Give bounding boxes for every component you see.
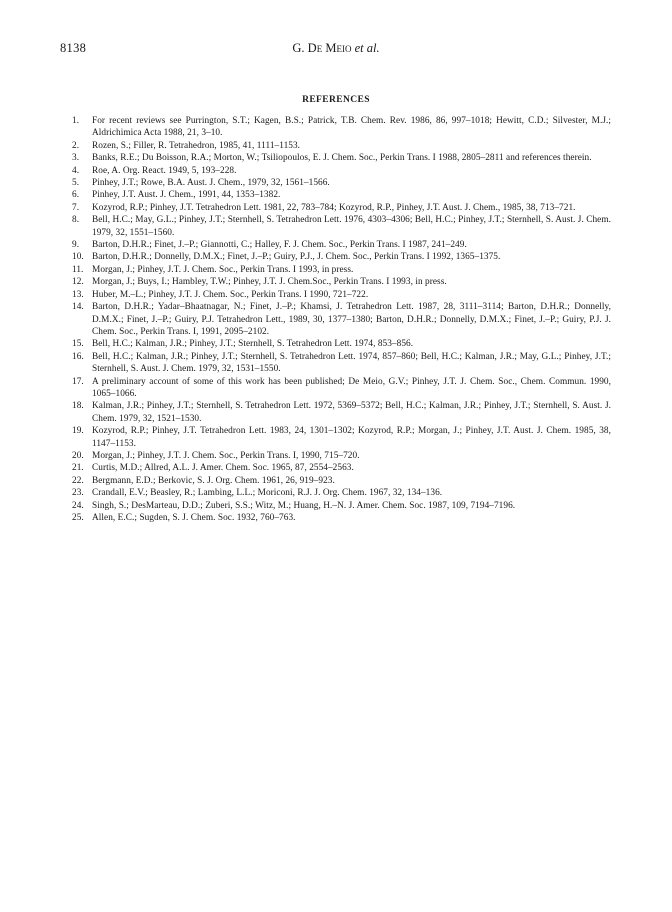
reference-text: A preliminary account of some of this work has been published; De Meio, G.V.; Pinhey, J.T. J. Chem. Soc., Chem. Commun. 1990, 1065–1066. bbox=[92, 376, 611, 399]
page-number: 8138 bbox=[60, 41, 87, 55]
reference-item bbox=[60, 152, 611, 164]
reference-item bbox=[60, 425, 611, 450]
reference-item bbox=[60, 140, 611, 152]
reference-number: 16. bbox=[72, 351, 84, 362]
reference-number: 21. bbox=[72, 463, 84, 474]
reference-text: Pinhey, J.T.; Rowe, B.A. Aust. J. Chem., 1979, 32, 1561–1566. bbox=[92, 178, 330, 189]
reference-item bbox=[60, 202, 611, 214]
reference-text: Bell, H.C.; Kalman, J.R.; Pinhey, J.T.; Sternhell, S. Tetrahedron Lett. 1974, 857–860; Bell, H.C.; Kalman, J.R.; May, G.L.; Pinhey, J.T.; Sternhell, S. Aust. J. Chem. 1979, 32, 1531–1550. bbox=[92, 351, 611, 375]
reference-text: Singh, S.; DesMarteau, D.D.; Zuberi, S.S.; Witz, M.; Huang, H.–N. J. Amer. Chem. Soc. 1987, 109, 7194–7196. bbox=[92, 500, 516, 511]
reference-text: Kozyrod, R.P.; Pinhey, J.T. Tetrahedron Lett. 1981, 22, 783–784; Kozyrod, R.P., Pinhey, J.T. Aust. J. Chem., 1985, 38, 713–721. bbox=[92, 202, 576, 213]
reference-number: 1. bbox=[72, 116, 80, 126]
reference-number: 23. bbox=[72, 488, 84, 499]
reference-item bbox=[60, 214, 611, 239]
running-head-etal: et al. bbox=[351, 41, 380, 55]
reference-item bbox=[60, 177, 611, 189]
reference-number: 13. bbox=[72, 289, 84, 300]
reference-text: Pinhey, J.T. Aust. J. Chem., 1991, 44, 1353–1382. bbox=[92, 190, 281, 201]
reference-text: Huber, M.–L.; Pinhey, J.T. J. Chem. Soc., Perkin Trans. I 1990, 721–722. bbox=[92, 289, 369, 300]
reference-number: 14. bbox=[72, 302, 84, 313]
reference-item bbox=[60, 165, 611, 177]
reference-text: Morgan, J.; Buys, I.; Hambley, T.W.; Pinhey, J.T. J. Chem.Soc., Perkin Trans. I 1993, in press. bbox=[92, 277, 447, 288]
reference-item bbox=[60, 189, 611, 201]
reference-item bbox=[60, 239, 611, 251]
reference-number: 25. bbox=[72, 513, 84, 523]
reference-item bbox=[60, 351, 611, 376]
reference-number: 8. bbox=[72, 215, 80, 226]
reference-number: 12. bbox=[72, 277, 84, 288]
reference-number: 20. bbox=[72, 450, 84, 461]
reference-number: 6. bbox=[72, 190, 80, 201]
reference-text: Rozen, S.; Filler, R. Tetrahedron, 1985, 41, 1111–1153. bbox=[92, 140, 301, 151]
page-header bbox=[60, 41, 612, 61]
reference-item bbox=[60, 338, 611, 350]
reference-number: 7. bbox=[72, 202, 80, 213]
reference-item bbox=[60, 400, 611, 425]
reference-text: Roe, A. Org. React. 1949, 5, 193–228. bbox=[92, 165, 237, 176]
reference-list bbox=[60, 115, 611, 524]
reference-text: For recent reviews see Purrington, S.T.; Kagen, B.S.; Patrick, T.B. Chem. Rev. 1986, 86, 997–1018; Hewitt, C.D.; Silvester, M.J.; Aldrichimica Acta 1988, 21, 3–10. bbox=[92, 116, 611, 139]
reference-item bbox=[60, 289, 611, 301]
reference-number: 5. bbox=[72, 178, 80, 189]
reference-number: 19. bbox=[72, 426, 84, 437]
reference-text: Bell, H.C.; May, G.L.; Pinhey, J.T.; Sternhell, S. Tetrahedron Lett. 1976, 4303–4306; Bell, H.C.; Pinhey, J.T.; Sternhell, S. Aust. J. Chem. 1979, 32, 1551–1560. bbox=[92, 215, 611, 238]
reference-text: Kalman, J.R.; Pinhey, J.T.; Sternhell, S. Tetrahedron Lett. 1972, 5369–5372; Bell, H.C.; Kalman, J.R.; Pinhey, J.T.; Sternhell, S. Aust. J. Chem. 1979, 32, 1521–1530. bbox=[92, 401, 611, 424]
reference-number: 10. bbox=[72, 252, 84, 263]
reference-text: Crandall, E.V.; Beasley, R.; Lambing, L.L.; Moriconi, R.J. J. Org. Chem. 1967, 32, 134–136. bbox=[92, 488, 443, 499]
reference-text: Curtis, M.D.; Allred, A.L. J. Amer. Chem. Soc. 1965, 87, 2554–2563. bbox=[92, 463, 354, 474]
reference-number: 18. bbox=[72, 401, 84, 412]
reference-number: 2. bbox=[72, 140, 80, 151]
reference-text: Banks, R.E.; Du Boisson, R.A.; Morton, W.; Tsiliopoulos, E. J. Chem. Soc., Perkin Trans. I 1988, 2805–2811 and references therein. bbox=[92, 153, 592, 164]
reference-item bbox=[60, 450, 611, 462]
running-head-author: G. De Meio bbox=[292, 41, 352, 55]
reference-item bbox=[60, 115, 611, 140]
reference-item bbox=[60, 264, 611, 276]
reference-text: Barton, D.H.R.; Yadar–Bhaatnagar, N.; Finet, J.–P.; Khamsi, J. Tetrahedron Lett. 1987, 28, 3111–3114; Barton, D.H.R.; Donnelly, D.M.X.; Finet, J.–P.; Guiry, P.J. Tetrahedron Lett., 1989, 30, 1377–1380; Barton, D.H.R.; Donnelly, D.M.X.; Finet, J.–P.; Guiry, P.J. J. Chem. Soc., Perkin Trans. I, 1991, 2095–2102. bbox=[92, 302, 611, 337]
reference-item bbox=[60, 376, 611, 401]
reference-text: Morgan, J.; Pinhey, J.T. J. Chem. Soc., Perkin Trans. I 1993, in press. bbox=[92, 264, 354, 275]
reference-number: 24. bbox=[72, 500, 84, 511]
reference-item bbox=[60, 301, 611, 338]
reference-number: 3. bbox=[72, 153, 80, 164]
reference-text: Allen, E.C.; Sugden, S. J. Chem. Soc. 1932, 760–763. bbox=[92, 513, 296, 523]
reference-number: 15. bbox=[72, 339, 84, 350]
reference-item bbox=[60, 462, 611, 474]
reference-item bbox=[60, 276, 611, 288]
reference-number: 22. bbox=[72, 475, 84, 486]
reference-text: Kozyrod, R.P.; Pinhey, J.T. Tetrahedron Lett. 1983, 24, 1301–1302; Kozyrod, R.P.; Morgan, J.; Pinhey, J.T. Aust. J. Chem. 1985, 38, 1147–1153. bbox=[92, 426, 611, 449]
reference-number: 11. bbox=[72, 264, 84, 275]
reference-number: 4. bbox=[72, 165, 80, 176]
reference-text: Bell, H.C.; Kalman, J.R.; Pinhey, J.T.; Sternhell, S. Tetrahedron Lett. 1974, 853–856. bbox=[92, 339, 414, 350]
reference-text: Barton, D.H.R.; Finet, J.–P.; Giannotti, C.; Halley, F. J. Chem. Soc., Perkin Trans. I 1987, 241–249. bbox=[92, 240, 467, 251]
reference-item bbox=[60, 487, 611, 499]
reference-text: Bergmann, E.D.; Berkovic, S. J. Org. Chem. 1961, 26, 919–923. bbox=[92, 475, 335, 486]
reference-item bbox=[60, 512, 611, 524]
reference-text: Morgan, J.; Pinhey, J.T. J. Chem. Soc., Perkin Trans. I, 1990, 715–720. bbox=[92, 450, 360, 461]
running-head bbox=[60, 41, 612, 56]
section-title: REFERENCES bbox=[302, 95, 370, 105]
reference-number: 9. bbox=[72, 240, 80, 251]
reference-text: Barton, D.H.R.; Donnelly, D.M.X.; Finet, J.–P.; Guiry, P.J., J. Chem. Soc., Perkin Trans. I 1992, 1365–1375. bbox=[92, 252, 501, 263]
reference-item bbox=[60, 475, 611, 487]
reference-item bbox=[60, 500, 611, 512]
reference-item bbox=[60, 251, 611, 263]
reference-number: 17. bbox=[72, 376, 84, 387]
